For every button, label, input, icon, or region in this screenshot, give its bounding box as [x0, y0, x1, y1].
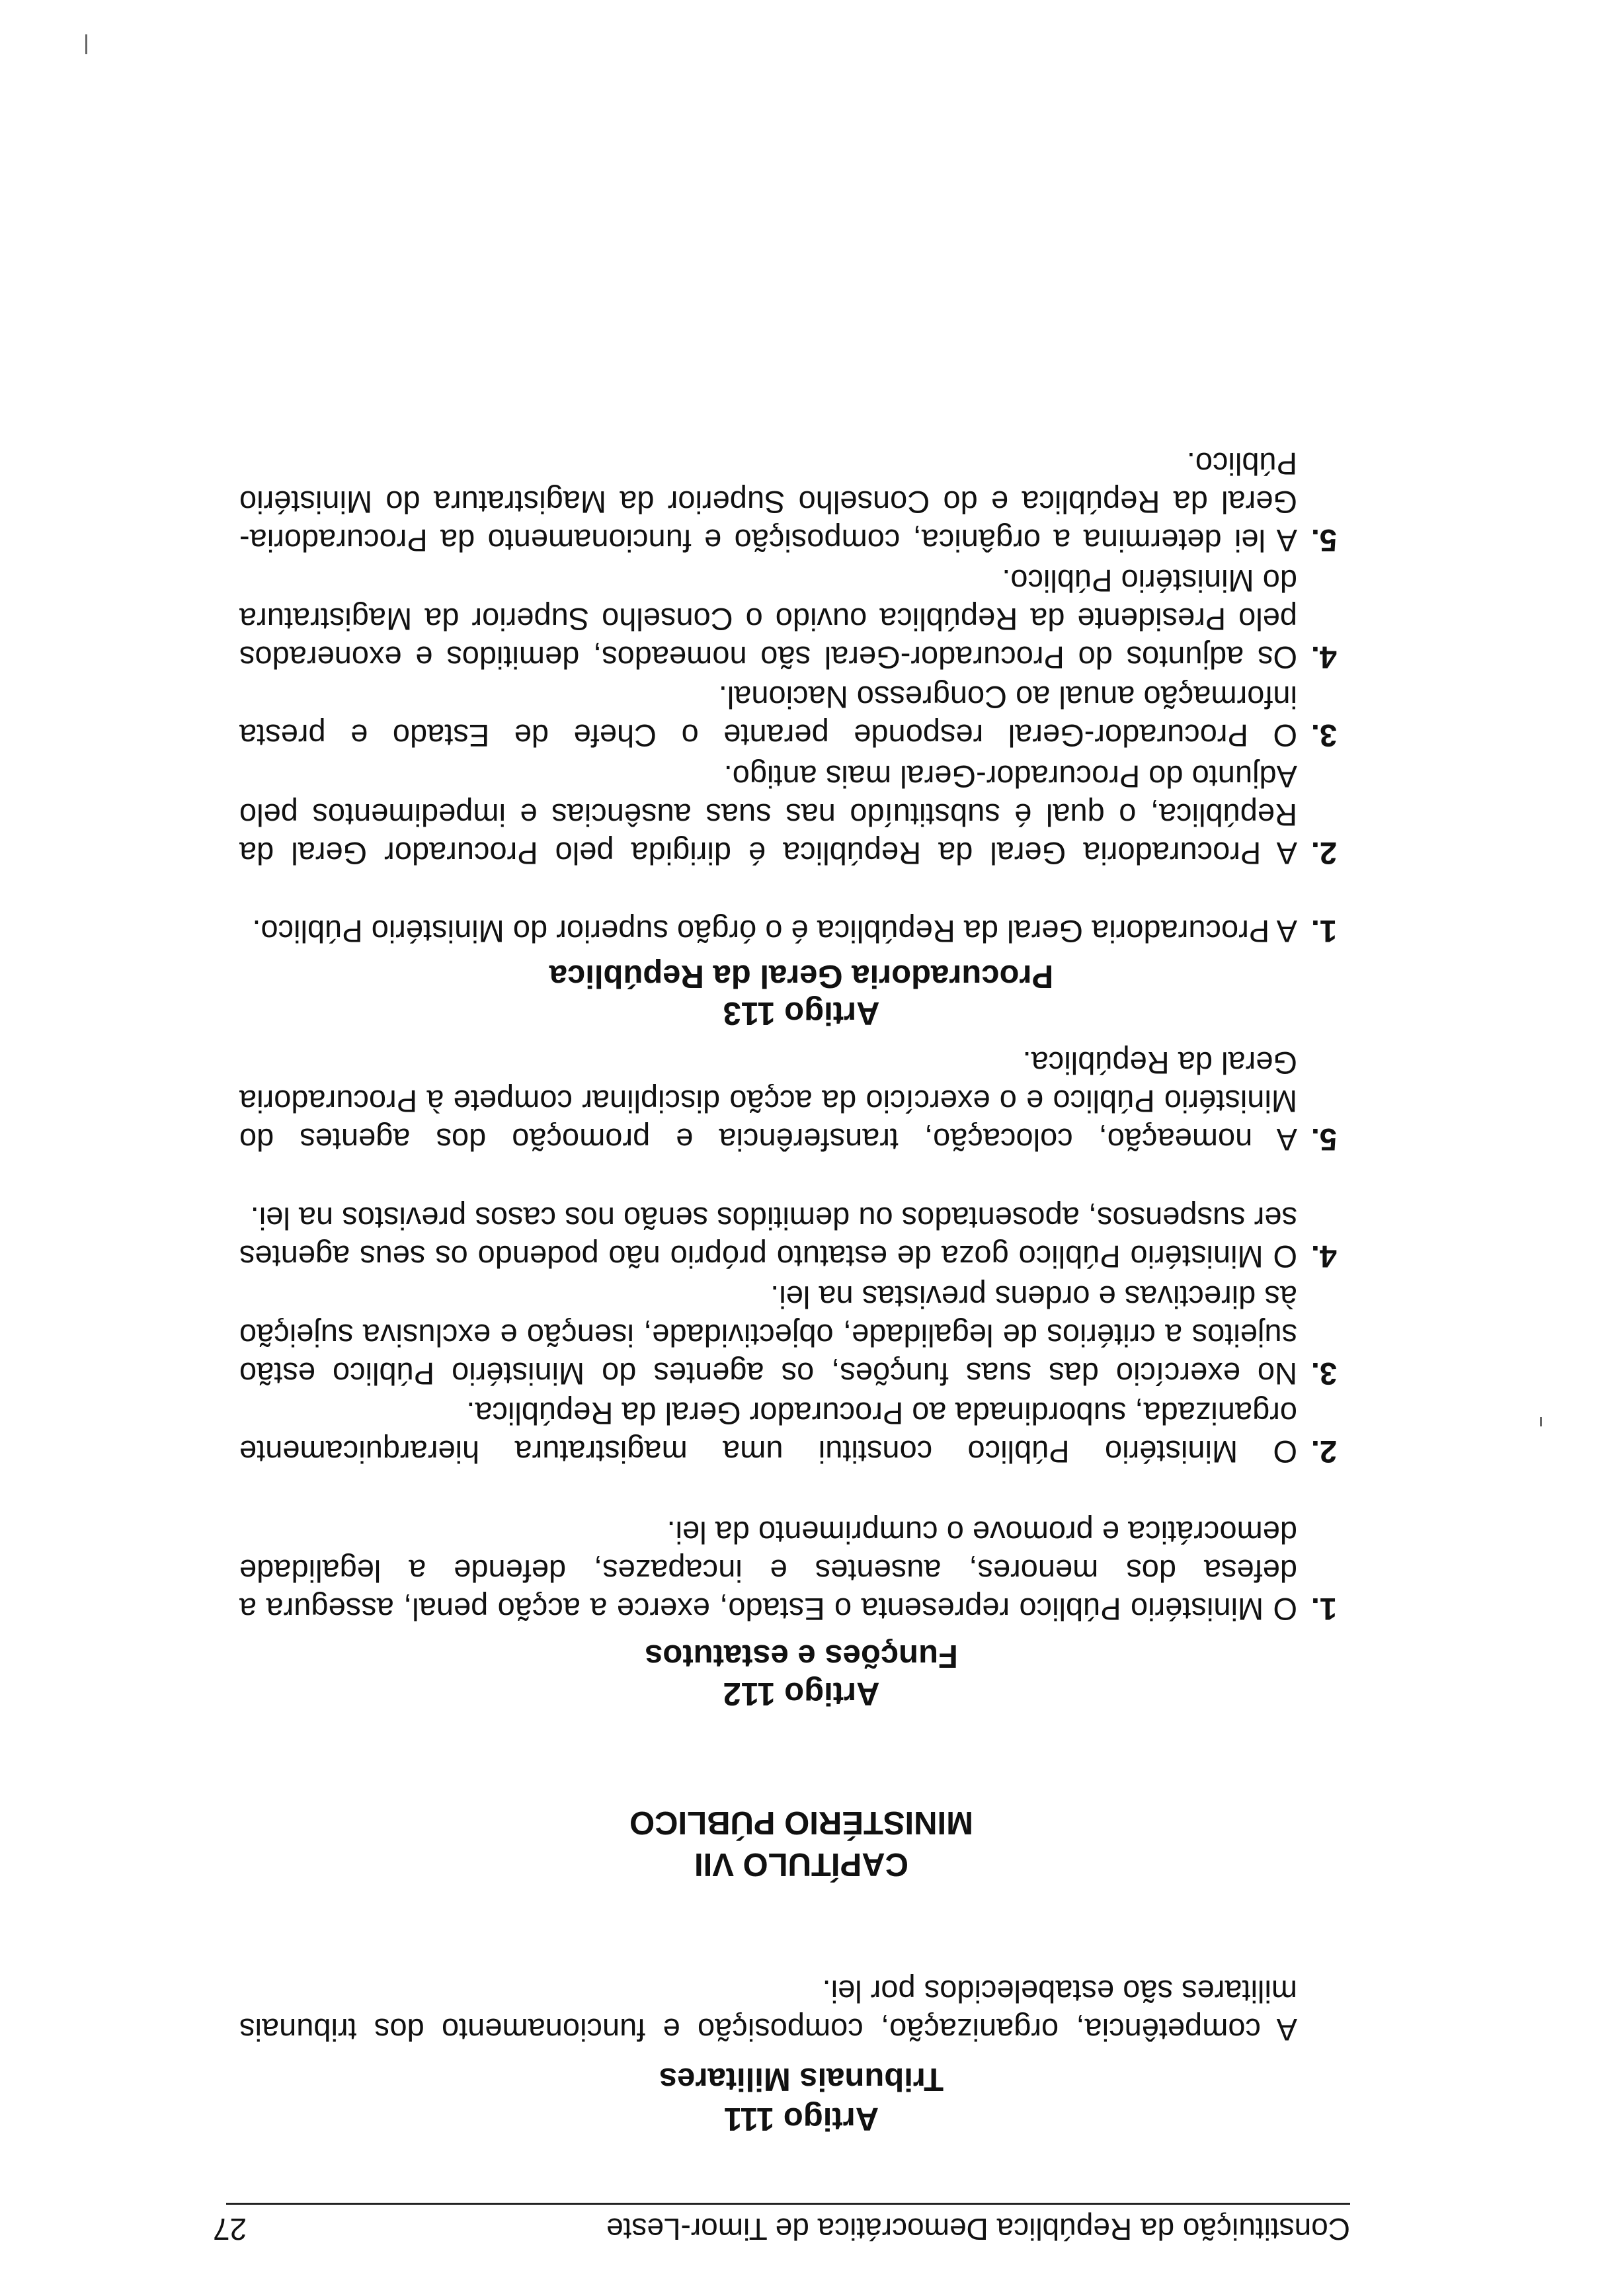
scan-speck — [1540, 1417, 1542, 1426]
header-rule — [226, 2203, 1350, 2205]
item-text: O Ministério Público goza de estatuto próprio não podendo os seus agentes ser suspensos, aposentados ou demitidos senão nos casos previstos na lei. — [239, 1201, 1297, 1274]
article-112-title: Artigo 112 — [723, 1676, 880, 1711]
item-text: O Ministério Público representa o Estado, exerce a acção penal, assegura a defesa dos menores, ausentes e incapazes, defende a legalidade democrática e promove o cumprimento da lei. — [239, 1515, 1297, 1627]
item-text: Os adjuntos do Procurador-Geral são nomeados, demitidos e exonerados pelo Presidente da República ouvido o Conselho Superior da Magistratura do Ministério Público. — [239, 563, 1297, 675]
article-112-item — [239, 1513, 1337, 1628]
running-title: Constituição da República Democrática de Timor-Leste — [606, 2212, 1350, 2246]
chapter-title: CAPÍTULO VII — [694, 1846, 908, 1882]
article-112-item — [239, 1199, 1337, 1276]
scan-speck — [85, 34, 87, 54]
article-112-subtitle: Funções e estatutos — [645, 1638, 958, 1674]
item-text: A Procuradoria Geral da República é o órgão superior do Ministério Público. — [252, 914, 1297, 949]
item-number: 1. — [1310, 914, 1337, 949]
page-number: 27 — [213, 2212, 247, 2246]
article-113-item — [239, 757, 1337, 872]
article-113-item — [239, 678, 1337, 755]
article-113-subtitle: Procuradoria Geral da República — [549, 958, 1054, 994]
chapter-subtitle: MINISTÉRIO PÚBLICO — [629, 1805, 973, 1840]
item-number: 3. — [1310, 1356, 1337, 1391]
article-111-title: Artigo 111 — [723, 2101, 879, 2137]
item-text: A lei determina a orgânica, composição e funcionamento da Procuradoria-Geral da República e do Conselho Superior da Magistratura do Ministério Público. — [239, 446, 1297, 558]
item-text: No exercício das suas funções, os agentes do Ministério Público estão sujeitos a critérios de legalidade, objectividade, isenção e exclusiva sujeição às directivas e ordens previstas na lei. — [239, 1280, 1297, 1391]
article-113-item — [239, 912, 1337, 950]
page-header — [213, 2201, 1350, 2247]
item-number: 2. — [1310, 1434, 1337, 1469]
item-number: 5. — [1310, 1122, 1337, 1157]
article-113-item — [239, 444, 1337, 559]
article-113-item — [239, 561, 1337, 676]
article-112-item — [239, 1278, 1337, 1393]
item-text: A nomeação, colocação, transferência e promoção dos agentes do Ministério Público e o exercício da acção disciplinar compete à Procuradoria Geral da República. — [239, 1046, 1297, 1157]
item-number: 4. — [1310, 1239, 1337, 1274]
item-text: O Ministério Público constitui uma magistratura hierarquicamente organizada, subordinada ao Procurador Geral da República. — [239, 1396, 1297, 1469]
item-number: 1. — [1310, 1592, 1337, 1627]
item-text: O Procurador-Geral responde perante o Chefe de Estado e presta informação anual ao Congresso Nacional. — [239, 680, 1297, 753]
article-112-item — [239, 1394, 1337, 1471]
article-111-subtitle: Tribunais Militares — [659, 2061, 944, 2097]
item-number: 2. — [1310, 836, 1337, 871]
item-number: 4. — [1310, 640, 1337, 675]
item-number: 5. — [1310, 523, 1337, 558]
item-text: A Procuradoria Geral da República é dirigida pelo Procurador Geral da República, o qual é substituído nas suas ausências e impedimentos pelo Adjunto do Procurador-Geral mais antigo. — [239, 759, 1297, 871]
article-112-item — [239, 1044, 1337, 1159]
article-111-text: A competência, organização, composição e funcionamento dos tribunais militares são estabelecidos por lei. — [239, 1974, 1297, 2047]
article-113-title: Artigo 113 — [723, 995, 880, 1031]
item-number: 3. — [1310, 718, 1337, 753]
